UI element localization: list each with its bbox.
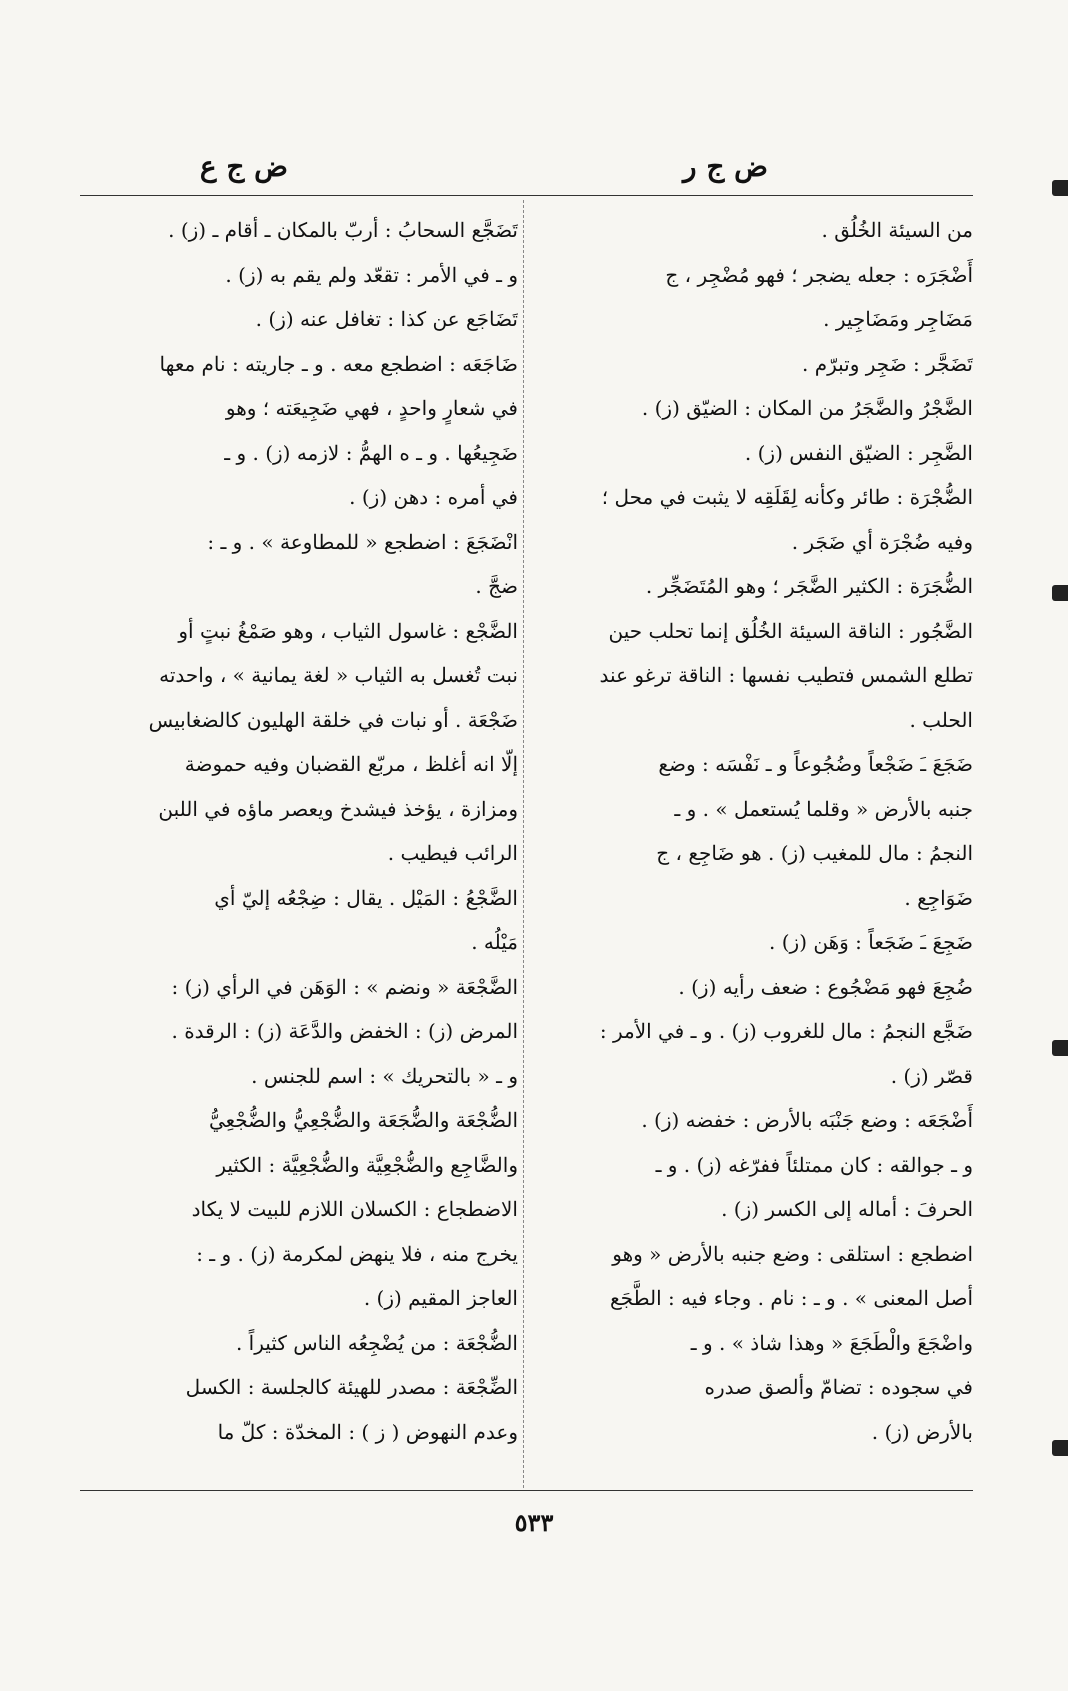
entry-line: الضَّجِر : الضيّق النفس (ز) . bbox=[744, 440, 973, 465]
entry-line: ضَجِيعُها . و ـ ه الهمُّ : لازمه (ز) . و ـ bbox=[224, 440, 518, 465]
entry-line: الاضطجاع : الكسلان اللازم للبيت لا يكاد bbox=[191, 1197, 518, 1221]
entry-line: في سجوده : تضامّ وألصق صدره bbox=[704, 1375, 973, 1399]
entry-line: و ـ « بالتحريك » : اسم للجنس . bbox=[251, 1063, 518, 1088]
edge-mark bbox=[1052, 1040, 1068, 1056]
entry-line: ضُجِعَ فهو مَضْجُوع : ضعف رأيه (ز) . bbox=[678, 974, 973, 999]
left-column bbox=[85, 208, 518, 1454]
entry-line: أَضْجَعَه : وضع جَنْبَه بالأرض : خفضه (ز) . bbox=[641, 1108, 973, 1132]
edge-mark bbox=[1052, 180, 1068, 196]
edge-mark bbox=[1052, 1440, 1068, 1456]
entry-line: الضِّجْعَة : مصدر للهيئة كالجلسة : الكسل bbox=[185, 1375, 518, 1399]
bottom-rule bbox=[80, 1490, 973, 1491]
entry-line: ضَجِعَ ـَ ضَجَعاً : وَهَن (ز) . bbox=[769, 930, 973, 954]
entry-line: الضَّجْعَة « ونضم » : الوَهَن في الرأي (ز) : bbox=[171, 974, 518, 999]
entry-line: والضَّاجِع والضُّجْعِيَّة والضُّجْعِيَّة : الكثير bbox=[216, 1152, 518, 1177]
entry-line: إلّا انه أغلظ ، مربّع القضبان وفيه حموضة bbox=[184, 752, 518, 776]
entry-line: انْضَجَعَ : اضطجع « للمطاوعة » . و ـ : bbox=[207, 529, 518, 554]
entry-line: أَضْجَرَه : جعله يضجر ؛ فهو مُضْجِر ، ج bbox=[665, 262, 973, 287]
entry-line: الحلب . bbox=[909, 707, 973, 732]
left-column-header: ض ج ع bbox=[199, 150, 288, 183]
right-column bbox=[553, 208, 973, 1454]
entry-line: وفيه ضُجْرَة أي ضَجَر . bbox=[791, 529, 973, 554]
entry-line: و ـ جوالقه : كان ممتلئاً ففرّغه (ز) . و ـ bbox=[655, 1152, 973, 1177]
entry-line: الضَّجُور : الناقة السيئة الخُلُق إنما تحلب حين bbox=[608, 618, 973, 643]
entry-line: من السيئة الخُلُق . bbox=[821, 218, 973, 242]
entry-line: تَضَاجَع عن كذا : تغافل عنه (ز) . bbox=[255, 307, 518, 331]
entry-line: المرض (ز) : الخفض والدَّعَة (ز) : الرقدة . bbox=[171, 1019, 518, 1043]
entry-line: ضجَّ . bbox=[475, 574, 518, 598]
entry-line: واضْجَعَ والْطَجَعَ « وهذا شاذ » . و ـ bbox=[690, 1330, 973, 1355]
entry-line: ضَاجَعَه : اضطجع معه . و ـ جاريته : نام معها bbox=[159, 351, 518, 376]
entry-line: ضَجَعَ ـَ ضَجْعاً وضُجُوعاً و ـ نَفْسَه : وضع bbox=[658, 752, 973, 776]
entry-line: تَضَجَّر : ضَجِر وتبرّم . bbox=[802, 351, 973, 376]
top-rule bbox=[80, 195, 973, 196]
entry-line: جنبه بالأرض « وقلما يُستعمل » . و ـ bbox=[674, 796, 973, 821]
entry-line: الحرفَ : أماله إلى الكسر (ز) . bbox=[721, 1197, 973, 1221]
entry-line: في شعارٍ واحدٍ ، فهي ضَجِيعَته ؛ وهو bbox=[225, 396, 518, 420]
entry-line: الضَّجْع : غاسول الثياب ، وهو صَمْغُ نبتٍ أو bbox=[178, 618, 518, 643]
entry-line: و ـ في الأمر : تقعّد ولم يقم به (ز) . bbox=[225, 262, 518, 287]
entry-line: مَضَاجِر ومَضَاجِير . bbox=[823, 307, 973, 331]
entry-line: أصل المعنى » . و ـ : نام . وجاء فيه : الطَّجَع bbox=[610, 1286, 973, 1310]
entry-line: تطلع الشمس فتطيب نفسها : الناقة ترغو عند bbox=[599, 663, 973, 687]
entry-line: الرائب فيطيب . bbox=[387, 841, 518, 865]
entry-line: ضَجَّع النجمُ : مال للغروب (ز) . و ـ في الأمر : bbox=[599, 1019, 973, 1043]
entry-line: النجمُ : مال للمغيب (ز) . هو ضَاجِع ، ج bbox=[656, 841, 973, 865]
entry-line: بالأرض (ز) . bbox=[871, 1419, 973, 1444]
entry-line: ومزازة ، يؤخذ فيشدخ ويعصر ماؤه في اللبن bbox=[158, 796, 518, 821]
right-column-header: ض ج ر bbox=[683, 150, 768, 183]
entry-line: الضُّجْرَة : طائر وكأنه لِقَلَقِه لا يثبت في محل ؛ bbox=[601, 485, 973, 509]
edge-mark bbox=[1052, 585, 1068, 601]
entry-line: الضُّجْعَة : من يُضْجِعُه الناس كثيراً . bbox=[235, 1330, 518, 1355]
entry-line: قصّر (ز) . bbox=[890, 1063, 973, 1088]
entry-line: وعدم النهوض ( ز ) : المخدّة : كلّ ما bbox=[217, 1419, 518, 1444]
entry-line: الضَّجْرُ والضَّجَرُ من المكان : الضيّق (ز) . bbox=[641, 396, 973, 420]
entry-line: يخرج منه ، فلا ينهض لمكرمة (ز) . و ـ : bbox=[196, 1241, 518, 1266]
entry-line: نبت تُغسل به الثياب « لغة يمانية » ، واحدته bbox=[159, 663, 518, 687]
entry-line: في أمره : دهن (ز) . bbox=[349, 485, 518, 509]
page-number: ٥٣٣ bbox=[514, 1508, 554, 1537]
entry-line: اضطجع : استلقى : وضع جنبه بالأرض « وهو bbox=[612, 1241, 973, 1266]
entry-line: الضُّجَرَة : الكثير الضَّجَر ؛ وهو المُتَضَجِّر . bbox=[645, 574, 973, 598]
entry-line: ضَوَاجِع . bbox=[904, 885, 973, 910]
entry-line: الضُّجْعَة والضُّجَعَة والضُّجْعِيُّ والضُّجْعِيُّ bbox=[208, 1108, 518, 1132]
entry-line: ضَجْعَة . أو نبات في خلقة الهليون كالضغابيس bbox=[148, 707, 518, 732]
entry-line: العاجز المقيم (ز) . bbox=[363, 1286, 518, 1310]
column-divider bbox=[523, 200, 524, 1488]
entry-line: مَيْلُه . bbox=[471, 930, 518, 954]
entry-line: الضَّجْعُ : المَيْل . يقال : ضِجْعُه إليّ أي bbox=[214, 885, 518, 910]
entry-line: تَضَجَّع السحابُ : أربّ بالمكان ـ أقام ـ (ز) . bbox=[168, 218, 518, 242]
